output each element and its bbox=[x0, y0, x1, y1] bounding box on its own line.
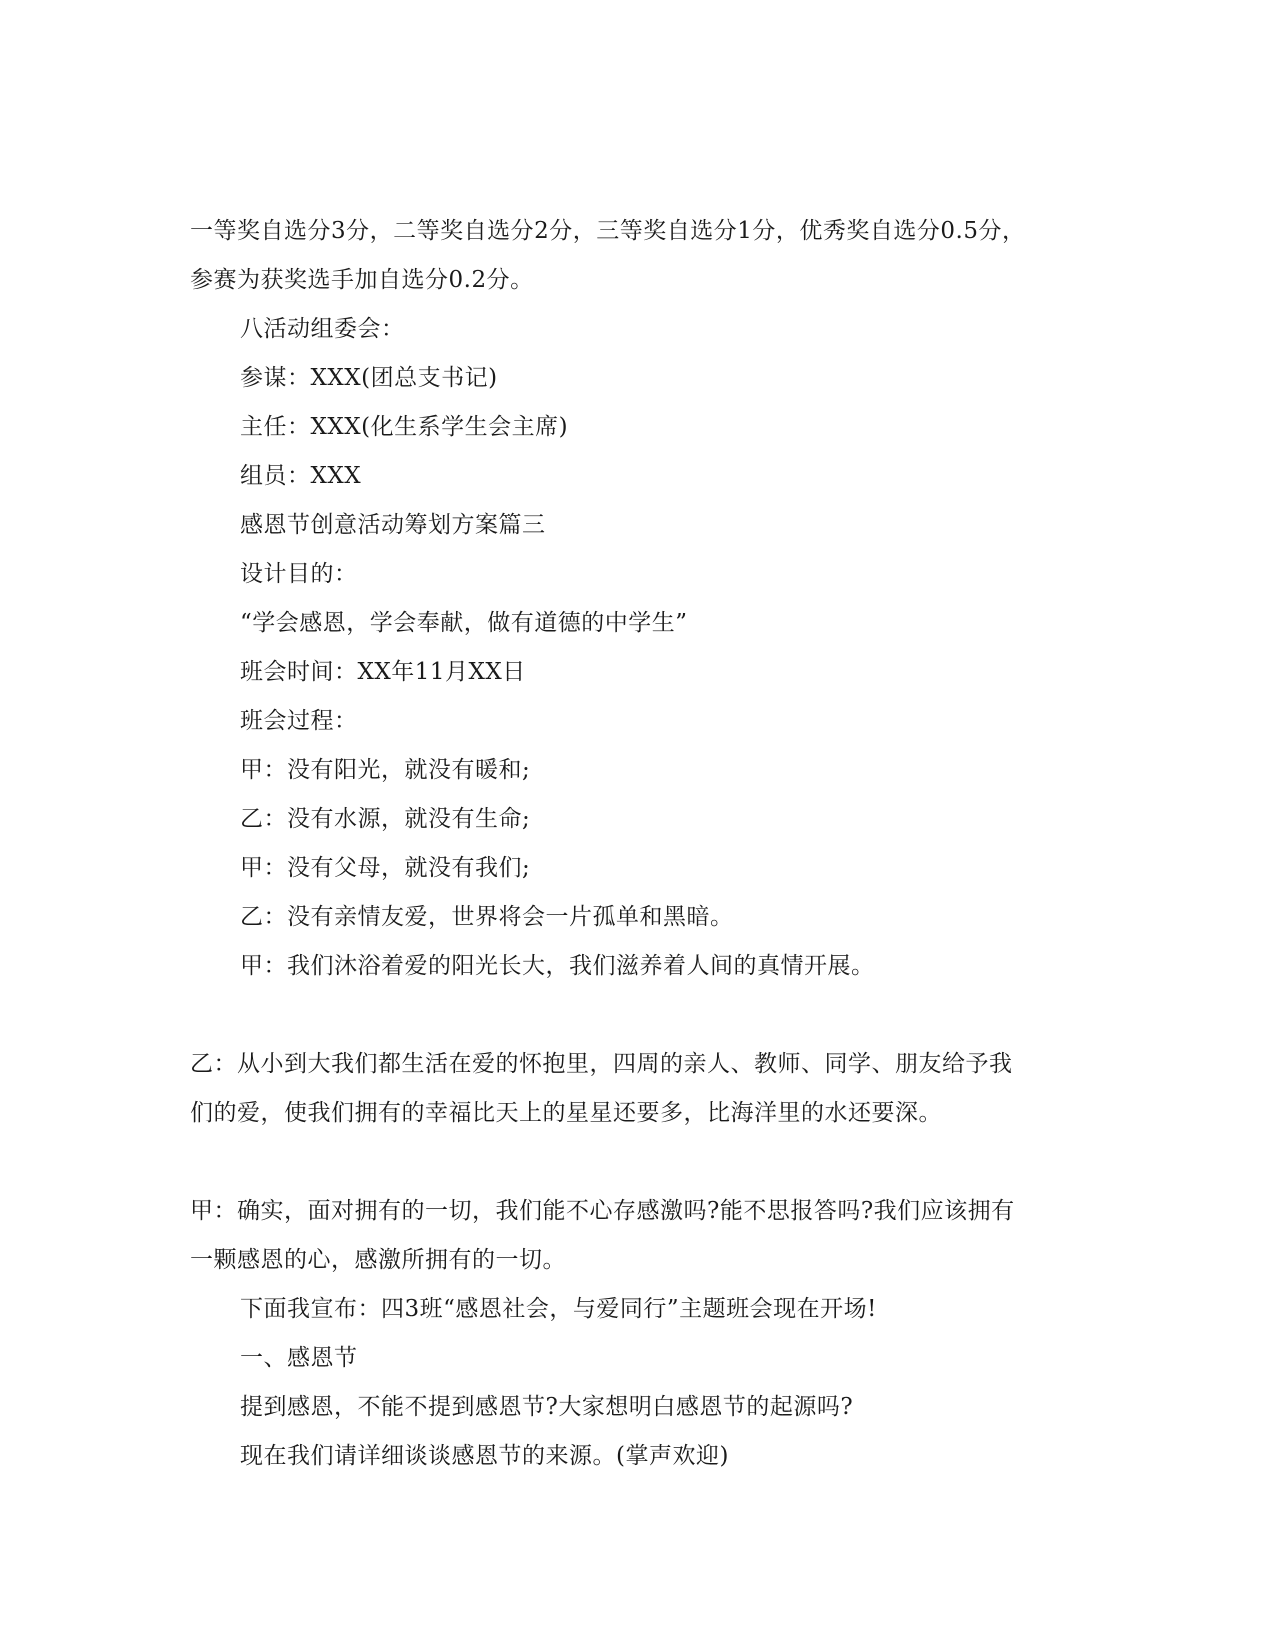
paragraph-line: 下面我宣布：四3班“感恩社会，与爱同行”主题班会现在开场! bbox=[240, 1296, 877, 1322]
paragraph-line: 提到感恩，不能不提到感恩节?大家想明白感恩节的起源吗? bbox=[240, 1394, 854, 1420]
paragraph-line: 设计目的： bbox=[240, 561, 358, 587]
document-body bbox=[190, 207, 1090, 1481]
dialogue-line: 乙：没有水源，就没有生命; bbox=[240, 806, 531, 832]
paragraph-gap bbox=[190, 991, 1090, 1040]
section-heading: 八活动组委会： bbox=[240, 316, 405, 342]
dialogue-line: 甲：确实，面对拥有的一切，我们能不心存感激吗?能不思报答吗?我们应该拥有 bbox=[190, 1198, 1015, 1224]
paragraph-line: “学会感恩，学会奉献，做有道德的中学生” bbox=[240, 610, 688, 636]
paragraph-gap bbox=[190, 1138, 1090, 1187]
paragraph-line: 班会过程： bbox=[240, 708, 358, 734]
paragraph-line: 班会时间：XX年11月XX日 bbox=[240, 659, 526, 685]
dialogue-line: 们的爱，使我们拥有的幸福比天上的星星还要多，比海洋里的水还要深。 bbox=[190, 1100, 942, 1126]
section-heading: 感恩节创意活动筹划方案篇三 bbox=[240, 512, 546, 538]
dialogue-line: 甲：没有父母，就没有我们; bbox=[240, 855, 531, 881]
paragraph-line: 组员：XXX bbox=[240, 463, 362, 489]
section-heading: 一、感恩节 bbox=[240, 1345, 358, 1371]
dialogue-line: 乙：从小到大我们都生活在爱的怀抱里，四周的亲人、教师、同学、朋友给予我 bbox=[190, 1051, 1013, 1077]
paragraph-line: 一等奖自选分3分，二等奖自选分2分，三等奖自选分1分，优秀奖自选分0.5分， bbox=[190, 218, 1026, 244]
dialogue-line: 一颗感恩的心，感激所拥有的一切。 bbox=[190, 1247, 566, 1273]
paragraph-line: 参赛为获奖选手加自选分0.2分。 bbox=[190, 267, 534, 293]
paragraph-line: 参谋：XXX(团总支书记) bbox=[240, 365, 498, 391]
dialogue-line: 甲：我们沐浴着爱的阳光长大，我们滋养着人间的真情开展。 bbox=[240, 953, 875, 979]
dialogue-line: 甲：没有阳光，就没有暖和; bbox=[240, 757, 531, 783]
dialogue-line: 乙：没有亲情友爱，世界将会一片孤单和黑暗。 bbox=[240, 904, 734, 930]
paragraph-line: 现在我们请详细谈谈感恩节的来源。(掌声欢迎) bbox=[240, 1443, 729, 1469]
paragraph-line: 主任：XXX(化生系学生会主席) bbox=[240, 414, 569, 440]
